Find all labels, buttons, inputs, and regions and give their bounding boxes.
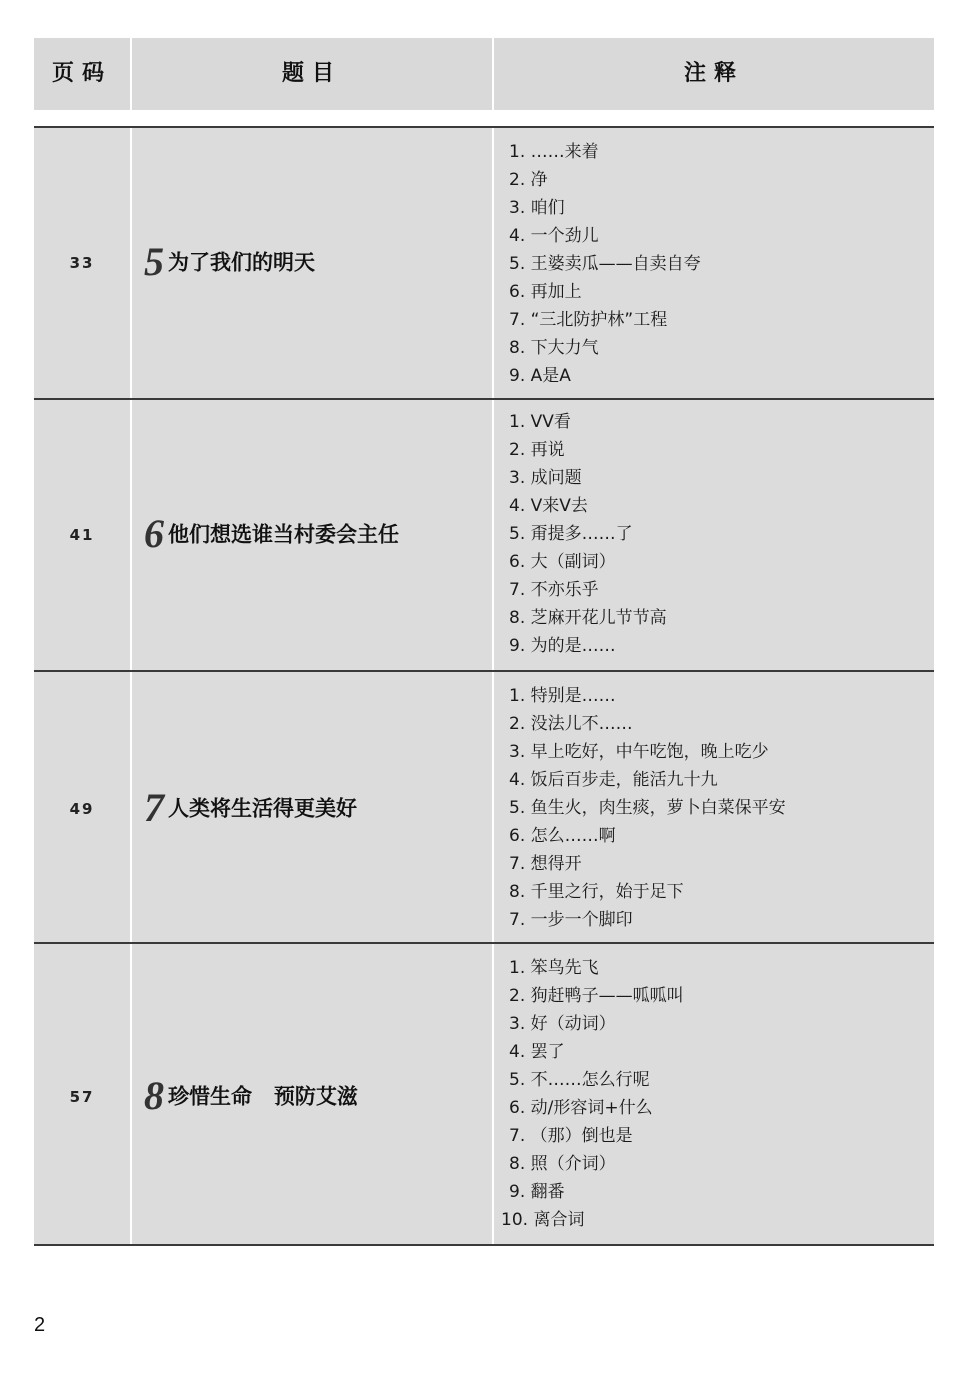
note-item: 3. 咱们: [509, 198, 565, 218]
note-item: 8. 下大力气: [509, 338, 599, 358]
table-row: [34, 672, 934, 942]
page-ref: 49: [69, 800, 95, 818]
lesson-title-cell: [144, 784, 489, 831]
note-item: 3. 早上吃好，中午吃饱，晚上吃少: [509, 742, 769, 762]
table-row: [34, 400, 934, 670]
header-page-column: 页码: [51, 61, 112, 86]
lesson-number: 5: [144, 239, 164, 284]
note-item: 2. 净: [509, 170, 548, 190]
note-item: 3. 好（动词）: [509, 1014, 616, 1034]
lesson-title: 珍惜生命 预防艾滋: [168, 1084, 358, 1109]
lesson-title-cell: [144, 510, 489, 557]
note-item: 2. 再说: [509, 440, 565, 460]
note-item: 5. 甭提多……了: [509, 524, 633, 544]
note-item: 8. 芝麻开花儿节节高: [509, 608, 667, 628]
lesson-title: 他们想选谁当村委会主任: [168, 522, 399, 547]
lesson-title: 人类将生活得更美好: [168, 796, 357, 821]
note-item: 7. 一步一个脚印: [509, 910, 633, 930]
note-item: 9. A是A: [509, 366, 571, 386]
note-item: 4. V来V去: [509, 496, 588, 516]
note-item: 4. 罢了: [509, 1042, 565, 1062]
note-item: 7. （那）倒也是: [509, 1126, 633, 1146]
note-item: 7. 想得开: [509, 854, 582, 874]
note-item: 1. 特别是……: [509, 686, 616, 706]
note-item: 2. 没法儿不……: [509, 714, 633, 734]
contents-table: [34, 38, 934, 1248]
header-title-column: 题目: [281, 61, 342, 86]
note-item: 9. 翻番: [509, 1182, 565, 1202]
table-row: [34, 128, 934, 398]
note-item: 10. 离合词: [501, 1210, 585, 1230]
note-item: 6. 怎么……啊: [509, 826, 616, 846]
note-item: 7. 不亦乐乎: [509, 580, 599, 600]
lesson-title: 为了我们的明天: [168, 250, 315, 275]
page-ref: 33: [69, 254, 95, 272]
note-item: 1. VV看: [509, 412, 571, 432]
page-ref: 41: [69, 526, 95, 544]
note-item: 5. 王婆卖瓜——自卖自夸: [509, 254, 701, 274]
note-item: 8. 照（介词）: [509, 1154, 616, 1174]
lesson-number: 6: [144, 511, 164, 556]
note-item: 5. 不……怎么行呢: [509, 1070, 650, 1090]
lesson-title-cell: [144, 238, 489, 285]
note-item: 1. ……来着: [509, 142, 599, 162]
table-row: [34, 944, 934, 1244]
note-item: 4. 饭后百步走，能活九十九: [509, 770, 718, 790]
note-item: 5. 鱼生火，肉生痰，萝卜白菜保平安: [509, 798, 786, 818]
note-item: 1. 笨鸟先飞: [509, 958, 599, 978]
lesson-title-cell: [144, 1072, 489, 1119]
table-header: [34, 38, 934, 110]
note-item: 4. 一个劲儿: [509, 226, 599, 246]
note-item: 6. 大（副词）: [509, 552, 616, 572]
note-item: 9. 为的是……: [509, 636, 616, 656]
row-rule: [34, 1244, 934, 1246]
page-ref: 57: [69, 1088, 95, 1106]
note-item: 7. “三北防护林”工程: [509, 310, 668, 330]
lesson-number: 8: [144, 1073, 164, 1118]
page-number: 2: [34, 1314, 46, 1336]
note-item: 6. 再加上: [509, 282, 582, 302]
note-item: 2. 狗赶鸭子——呱呱叫: [509, 986, 684, 1006]
note-item: 8. 千里之行，始于足下: [509, 882, 684, 902]
header-notes-column: 注释: [683, 61, 744, 86]
note-item: 6. 动/形容词+什么: [509, 1098, 653, 1118]
note-item: 3. 成问题: [509, 468, 582, 488]
lesson-number: 7: [144, 785, 164, 830]
